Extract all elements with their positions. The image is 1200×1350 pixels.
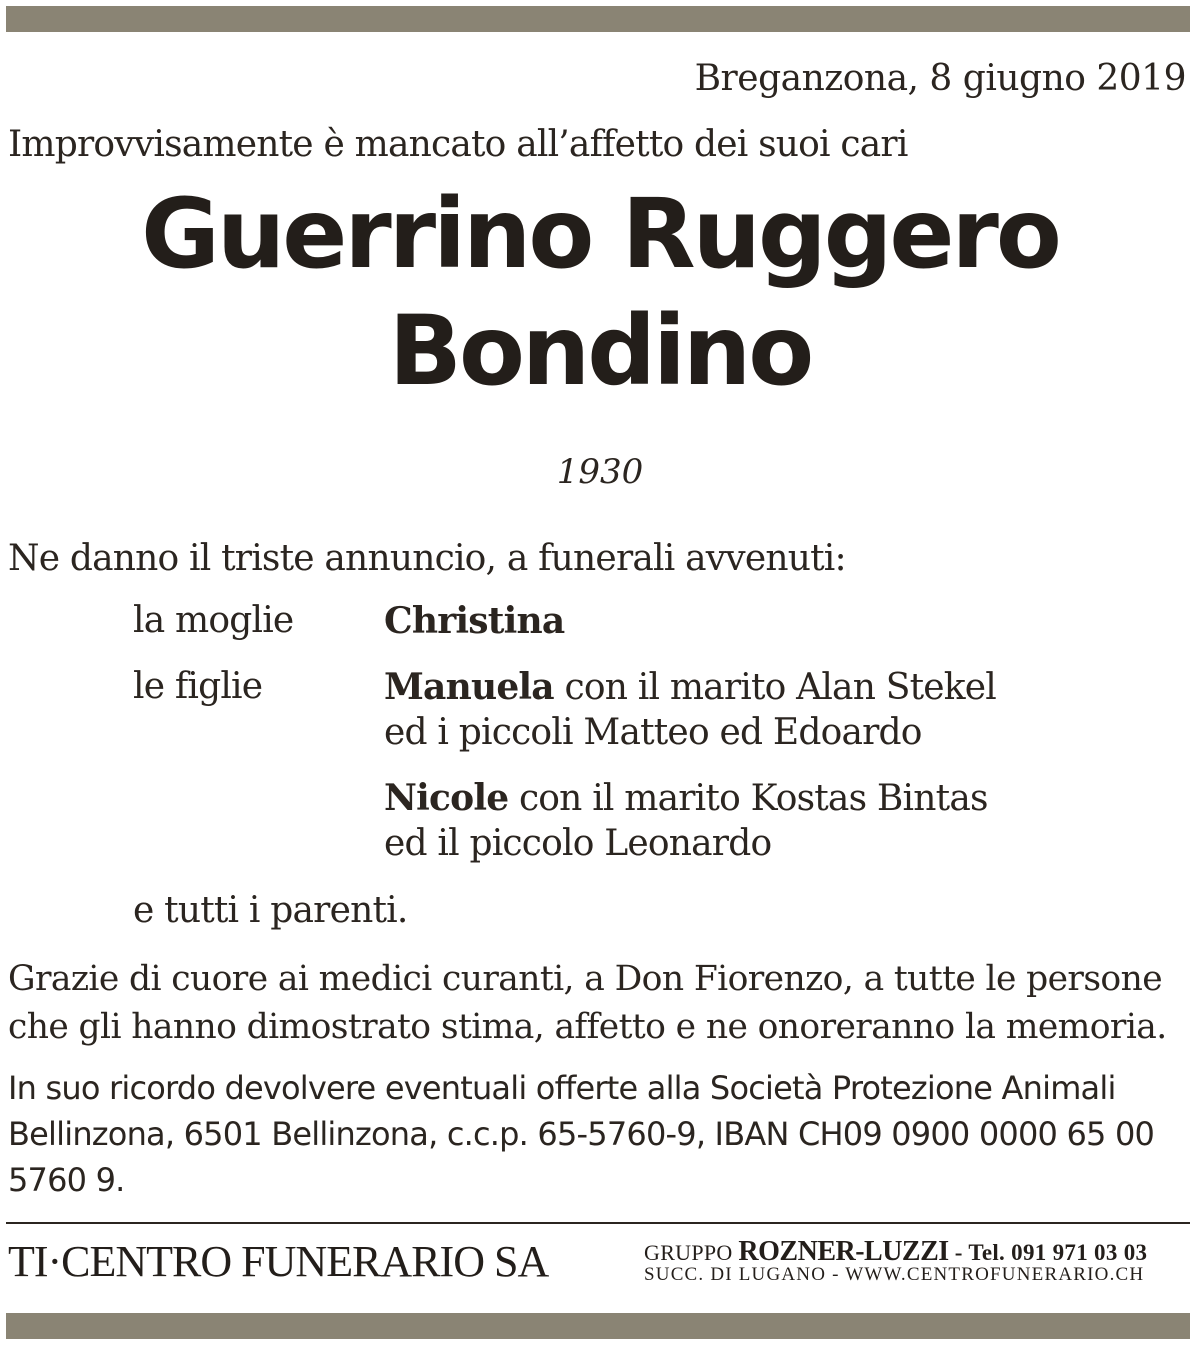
intro-text: Improvvisamente è mancato all’affetto dei suoi cari: [8, 124, 908, 165]
place-date: Breganzona, 8 giugno 2019: [694, 58, 1186, 99]
funeral-home-footer: [6, 1230, 1190, 1290]
deceased-name-line1: Guerrino Ruggero: [141, 178, 1059, 290]
daughter1-name: Manuela: [384, 666, 554, 708]
bottom-decorative-bar: [6, 1313, 1190, 1339]
wife-entry: [384, 598, 564, 645]
daughter2-name: Nicole: [384, 777, 509, 819]
announcement-text: Ne danno il triste annuncio, a funerali avvenuti:: [8, 538, 846, 579]
daughter2-children: ed il piccolo Leonardo: [384, 823, 772, 864]
thanks-paragraph: Grazie di cuore ai medici curanti, a Don Fiorenzo, a tutte le persone che gli hanno dimostrato stima, affetto e ne onoreranno la memoria.: [8, 959, 1167, 1047]
funeral-home-name: TI·CENTRO FUNERARIO SA: [8, 1237, 549, 1286]
daughters-relation: le figlie: [133, 666, 263, 707]
wife-name: Christina: [384, 600, 565, 642]
birth-year: 1930: [556, 452, 644, 492]
wife-relation: la moglie: [133, 600, 294, 641]
top-decorative-bar: [6, 6, 1190, 32]
branch-website-line: SUCC. DI LUGANO - WWW.CENTROFUNERARIO.CH: [644, 1264, 1145, 1285]
daughter2-spouse: con il marito Kostas Bintas: [508, 778, 988, 819]
telephone: - Tel. 091 971 03 03: [948, 1240, 1148, 1265]
footer-divider: [6, 1222, 1190, 1224]
daughter1-children: ed i piccoli Matteo ed Edoardo: [384, 712, 922, 753]
deceased-name-line2: Bondino: [388, 295, 812, 407]
relatives-text: e tutti i parenti.: [133, 890, 408, 931]
group-prefix: GRUPPO: [644, 1240, 739, 1265]
daughter1-spouse: con il marito Alan Stekel: [553, 667, 996, 708]
group-name: ROZNER-LUZZI: [738, 1236, 949, 1267]
daughter1-entry: [384, 664, 996, 711]
daughter2-entry: [384, 775, 988, 822]
donation-paragraph: In suo ricordo devolvere eventuali offerte alla Società Protezione Animali Bellinzona, 6501 Bellinzona, c.c.p. 65-5760-9, IBAN CH09 0900 0000 65 00 5760 9.: [8, 1069, 1155, 1199]
